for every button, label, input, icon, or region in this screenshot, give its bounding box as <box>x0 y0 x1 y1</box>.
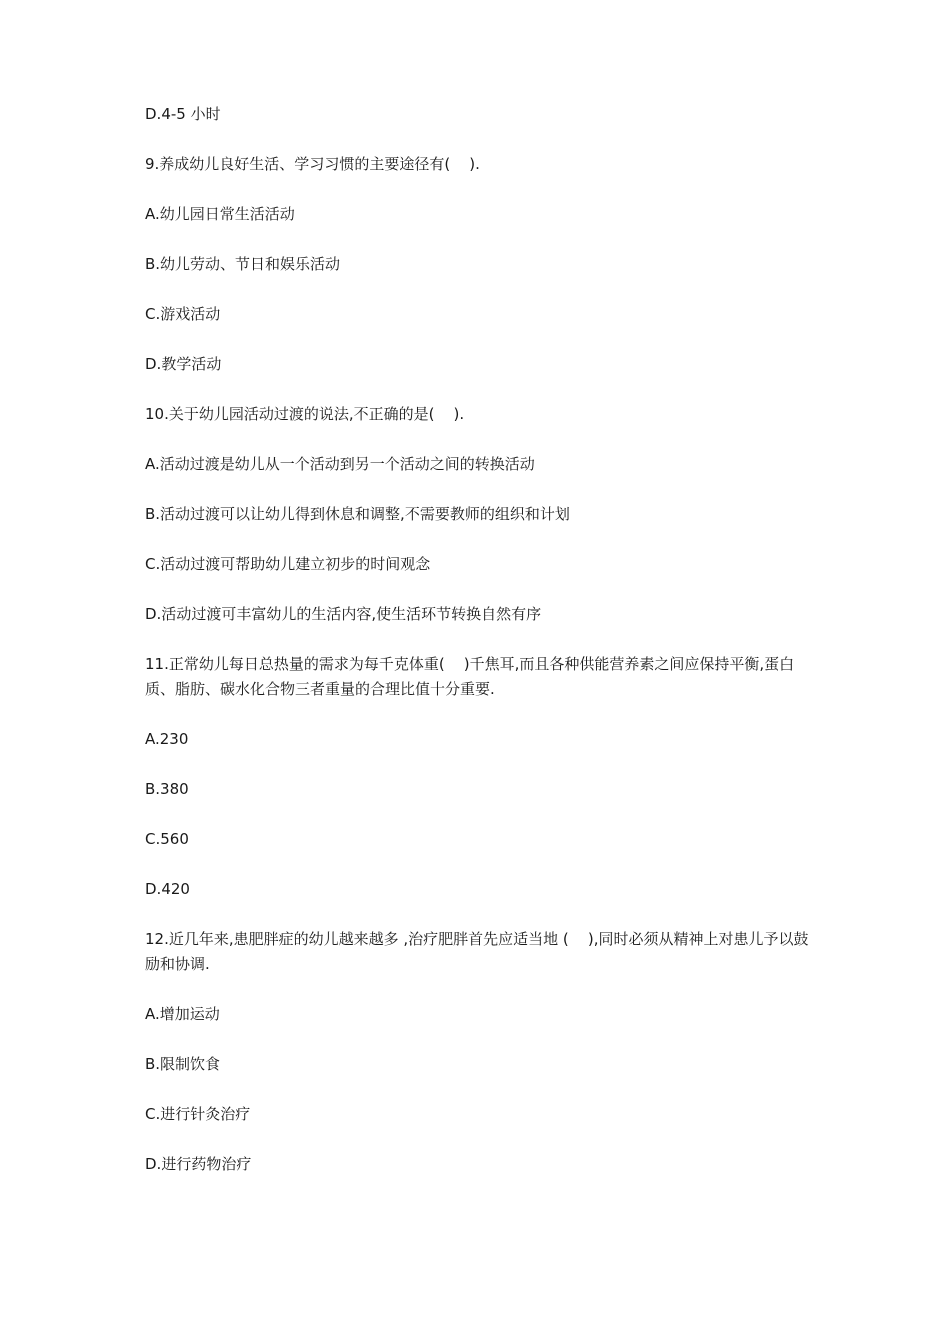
option-c-q12: C.进行针灸治疗 <box>145 1105 251 1123</box>
question-12: 12.近几年来,患肥胖症的幼儿越来越多 ,治疗肥胖首先应适当地 ( ),同时必须从精神上对患儿予以鼓励和协调. <box>145 930 809 973</box>
option-d-q8: D.4-5 小时 <box>145 105 221 123</box>
option-d-q10: D.活动过渡可丰富幼儿的生活内容,使生活环节转换自然有序 <box>145 605 542 623</box>
question-9: 9.养成幼儿良好生活、学习习惯的主要途径有( ). <box>145 155 480 173</box>
option-c-q9: C.游戏活动 <box>145 305 221 323</box>
option-d-q9: D.教学活动 <box>145 355 222 373</box>
question-10: 10.关于幼儿园活动过渡的说法,不正确的是( ). <box>145 405 465 423</box>
option-b-q10: B.活动过渡可以让幼儿得到休息和调整,不需要教师的组织和计划 <box>145 505 570 523</box>
option-b-q9: B.幼儿劳动、节日和娱乐活动 <box>145 255 341 273</box>
option-a-q12: A.增加运动 <box>145 1005 220 1023</box>
option-b-q11: B.380 <box>145 780 189 798</box>
document-body <box>145 102 815 1202</box>
option-c-q10: C.活动过渡可帮助幼儿建立初步的时间观念 <box>145 555 431 573</box>
question-11: 11.正常幼儿每日总热量的需求为每千克体重( )千焦耳,而且各种供能营养素之间应保持平衡,蛋白质、脂肪、碳水化合物三者重量的合理比值十分重要. <box>145 655 795 698</box>
option-a-q9: A.幼儿园日常生活活动 <box>145 205 295 223</box>
option-b-q12: B.限制饮食 <box>145 1055 221 1073</box>
option-a-q10: A.活动过渡是幼儿从一个活动到另一个活动之间的转换活动 <box>145 455 535 473</box>
option-a-q11: A.230 <box>145 730 189 748</box>
option-c-q11: C.560 <box>145 830 189 848</box>
option-d-q12: D.进行药物治疗 <box>145 1155 252 1173</box>
option-d-q11: D.420 <box>145 880 190 898</box>
